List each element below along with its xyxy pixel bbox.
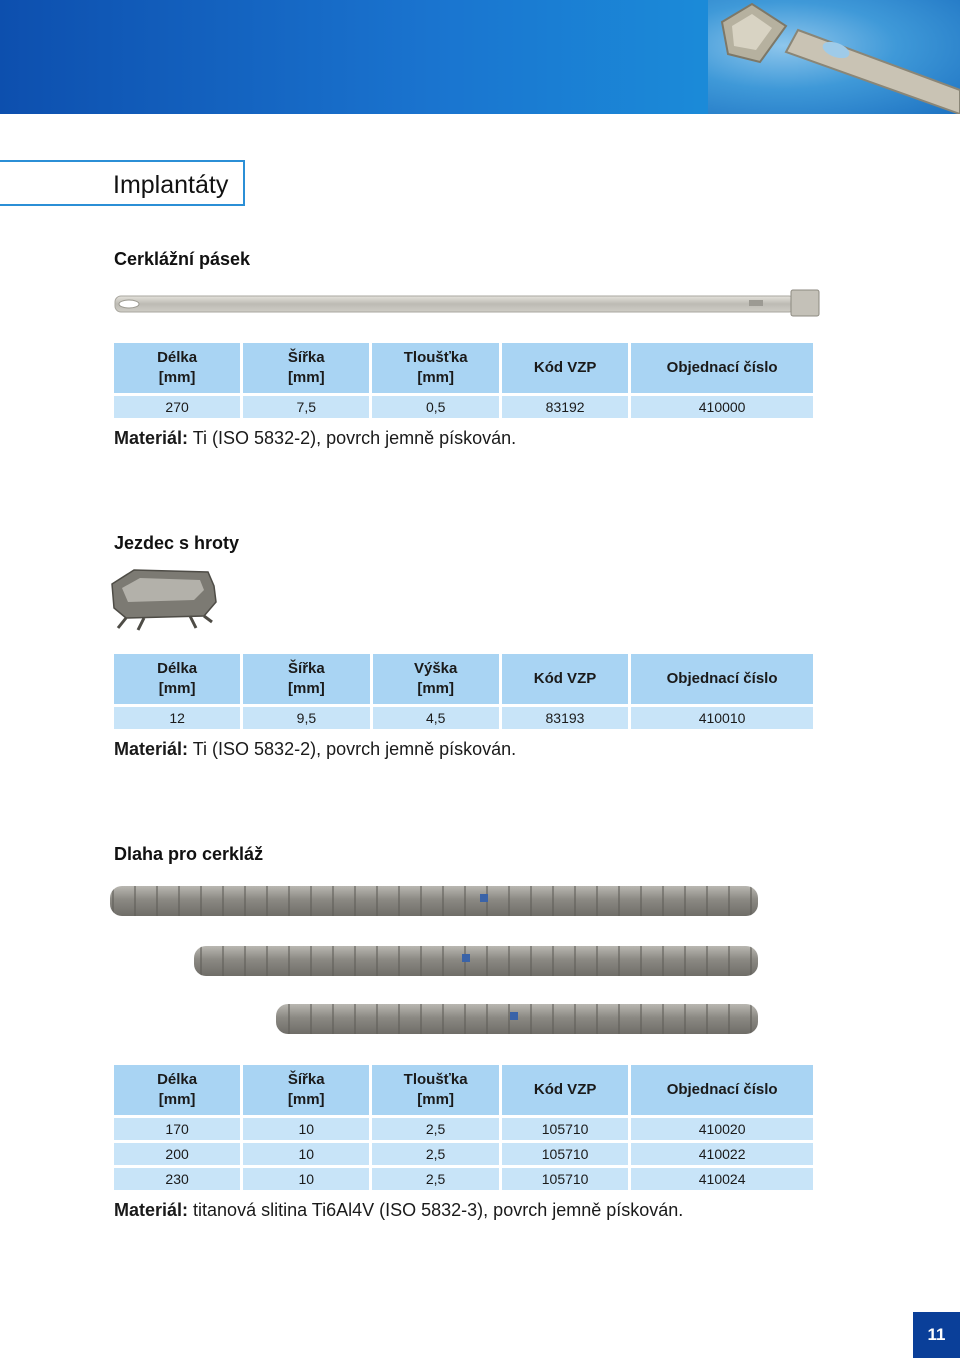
cell-width: 10 xyxy=(243,1143,369,1165)
col-header-length: Délka [mm] xyxy=(114,343,240,393)
cell-thickness: 2,5 xyxy=(372,1118,499,1140)
cell-code: 105710 xyxy=(502,1118,628,1140)
implant-illustration xyxy=(708,0,960,114)
cell-order-number: 410020 xyxy=(631,1118,813,1140)
col-header-code: Kód VZP xyxy=(502,654,628,704)
spec-table-jezdec xyxy=(111,651,816,732)
col-header-thickness: Tloušťka [mm] xyxy=(372,343,499,393)
cell-width: 10 xyxy=(243,1168,369,1190)
col-header-order-number: Objednací číslo xyxy=(631,1065,813,1115)
cell-length: 270 xyxy=(114,396,240,418)
cell-order-number: 410010 xyxy=(631,707,813,729)
material-text: Ti (ISO 5832-2), povrch jemně pískován. xyxy=(188,428,517,448)
cell-code: 83193 xyxy=(502,707,628,729)
col-header-length: Délka [mm] xyxy=(114,654,240,704)
col-header-order-number: Objednací číslo xyxy=(631,654,813,704)
material-text: titanová slitina Ti6Al4V (ISO 5832-3), povrch jemně pískován. xyxy=(188,1200,684,1220)
cell-width: 9,5 xyxy=(243,707,369,729)
cell-length: 200 xyxy=(114,1143,240,1165)
material-label: Materiál: xyxy=(114,1200,189,1220)
cell-width: 7,5 xyxy=(243,396,369,418)
cerclage-plates-image xyxy=(90,870,780,1060)
table-header-row xyxy=(114,343,813,393)
table-row xyxy=(114,707,813,729)
material-note xyxy=(114,1200,683,1221)
header-banner xyxy=(0,0,960,114)
cell-length: 12 xyxy=(114,707,240,729)
col-header-height: Výška [mm] xyxy=(373,654,499,704)
cell-length: 170 xyxy=(114,1118,240,1140)
page-number: 11 xyxy=(913,1312,960,1358)
banner-implant-photo xyxy=(708,0,960,114)
table-header-row xyxy=(114,1065,813,1115)
section-title-cerklazni-pasek: Cerklážní pásek xyxy=(114,249,251,269)
cell-thickness: 0,5 xyxy=(372,396,499,418)
material-label: Materiál: xyxy=(114,739,189,759)
material-note xyxy=(114,428,516,449)
col-header-length: Délka [mm] xyxy=(114,1065,240,1115)
col-header-width: Šířka [mm] xyxy=(243,1065,369,1115)
material-text: Ti (ISO 5832-2), povrch jemně pískován. xyxy=(188,739,517,759)
col-header-code: Kód VZP xyxy=(502,343,628,393)
cell-order-number: 410024 xyxy=(631,1168,813,1190)
col-header-order-number: Objednací číslo xyxy=(631,343,813,393)
cell-thickness: 2,5 xyxy=(372,1168,499,1190)
cell-order-number: 410022 xyxy=(631,1143,813,1165)
cerclage-band-image xyxy=(113,288,821,318)
table-header-row xyxy=(114,654,813,704)
section-title-dlaha: Dlaha pro cerkláž xyxy=(114,844,264,864)
section-title-jezdec: Jezdec s hroty xyxy=(114,533,240,553)
col-header-width: Šířka [mm] xyxy=(243,654,369,704)
table-row xyxy=(114,1168,813,1190)
table-row xyxy=(114,396,813,418)
slider-with-spikes-image xyxy=(104,562,226,634)
spec-table-dlaha xyxy=(111,1062,816,1193)
cell-thickness: 2,5 xyxy=(372,1143,499,1165)
col-header-thickness: Tloušťka [mm] xyxy=(372,1065,499,1115)
cell-length: 230 xyxy=(114,1168,240,1190)
cell-code: 105710 xyxy=(502,1143,628,1165)
table-row xyxy=(114,1118,813,1140)
cell-height: 4,5 xyxy=(373,707,499,729)
table-row xyxy=(114,1143,813,1165)
spec-table-cerklazni-pasek xyxy=(111,340,816,421)
col-header-code: Kód VZP xyxy=(502,1065,628,1115)
cell-code: 83192 xyxy=(502,396,628,418)
material-label: Materiál: xyxy=(114,428,189,448)
col-header-width: Šířka [mm] xyxy=(243,343,369,393)
cell-code: 105710 xyxy=(502,1168,628,1190)
material-note xyxy=(114,739,516,760)
cell-order-number: 410000 xyxy=(631,396,813,418)
page-title: Implantáty xyxy=(113,171,229,199)
page-title-box xyxy=(0,160,245,206)
cell-width: 10 xyxy=(243,1118,369,1140)
